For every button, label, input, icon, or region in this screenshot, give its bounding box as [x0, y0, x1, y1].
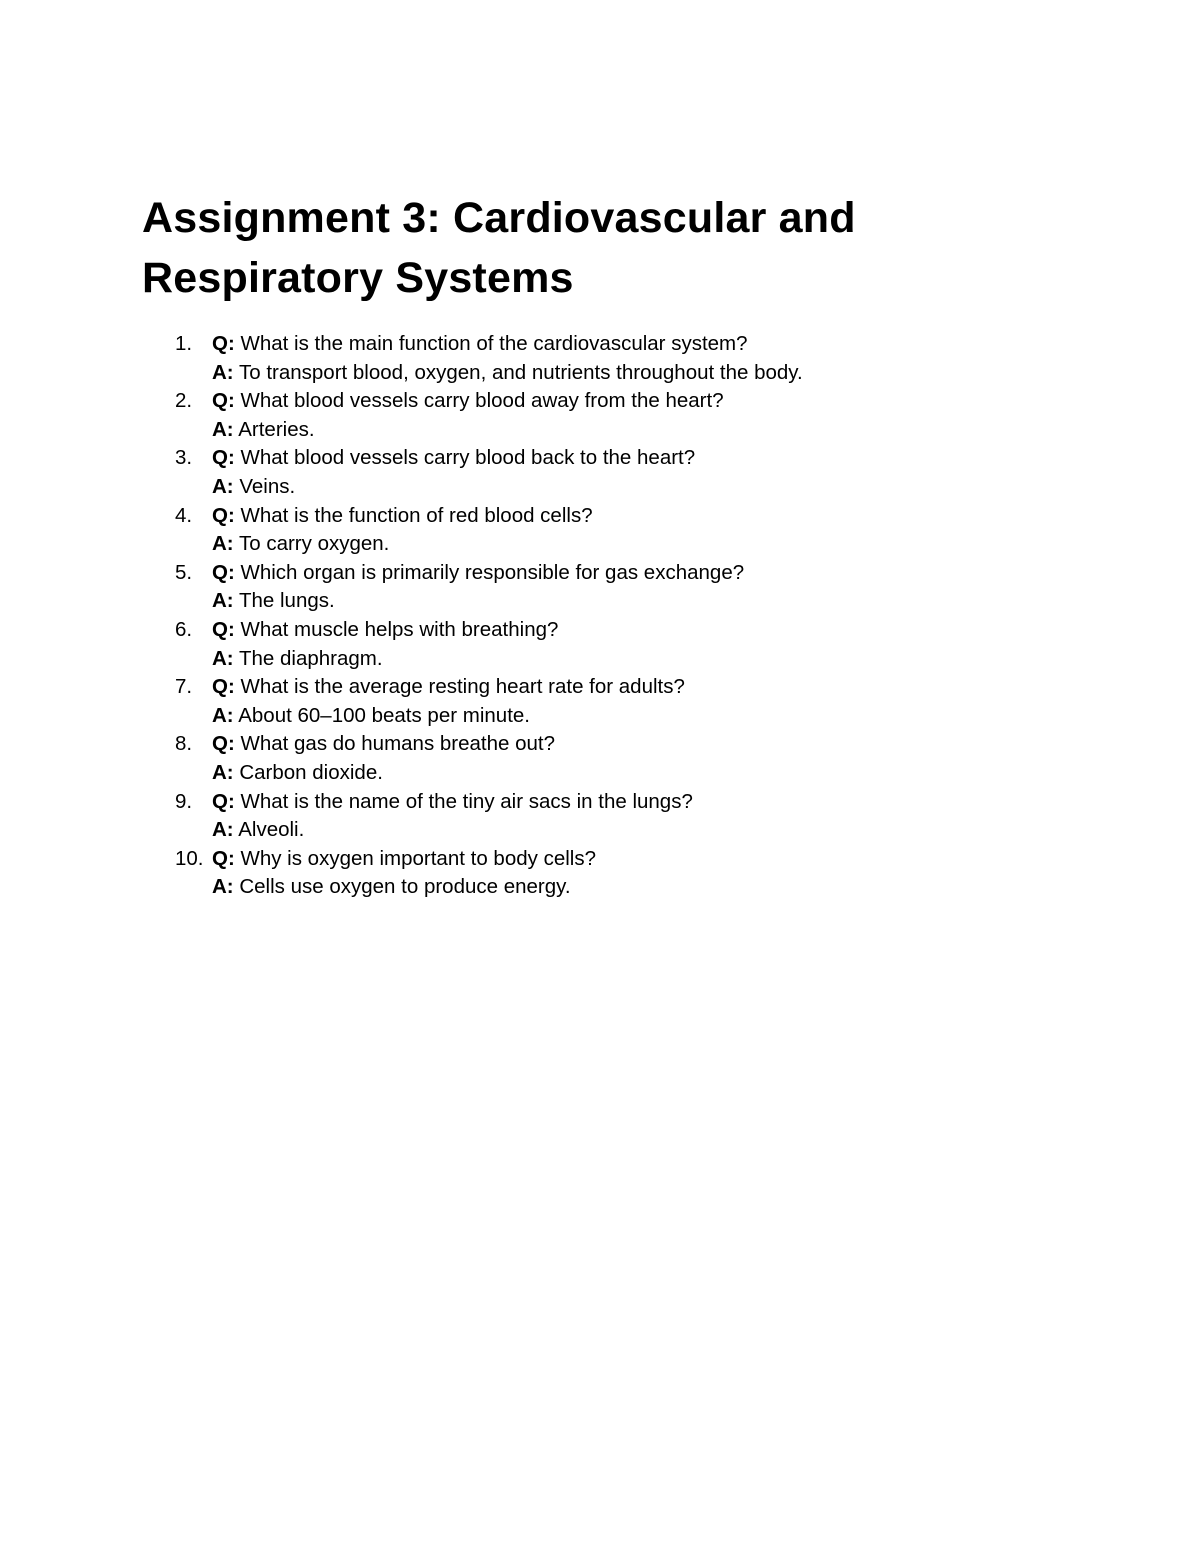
list-item	[142, 845, 1042, 902]
answer-tag: A:	[212, 760, 234, 784]
answer-tag: A:	[212, 646, 234, 670]
list-item	[142, 502, 1042, 559]
answer-text: Carbon dioxide.	[239, 760, 383, 784]
question-text: What is the average resting heart rate for adults?	[240, 675, 685, 699]
item-number: 7.	[175, 675, 193, 699]
question-text: What muscle helps with breathing?	[240, 617, 559, 641]
answer-line	[212, 645, 1042, 674]
item-number: 4.	[175, 503, 193, 527]
list-item	[142, 730, 1042, 787]
answer-text: The lungs.	[238, 589, 335, 613]
list-item	[142, 330, 1042, 387]
item-number: 2.	[175, 389, 193, 413]
list-item	[142, 444, 1042, 501]
answer-text: About 60–100 beats per minute.	[238, 703, 530, 727]
question-line	[212, 730, 1042, 759]
question-tag: Q:	[212, 503, 235, 527]
question-tag: Q:	[212, 446, 235, 470]
answer-text: To carry oxygen.	[238, 532, 390, 556]
question-line	[212, 502, 1042, 531]
qa-list	[142, 330, 1042, 902]
answer-line	[212, 530, 1042, 559]
answer-line	[212, 702, 1042, 731]
answer-tag: A:	[212, 474, 234, 498]
question-line	[212, 330, 1042, 359]
answer-tag: A:	[212, 417, 234, 441]
answer-text: Alveoli.	[238, 818, 305, 842]
item-number: 3.	[175, 446, 193, 470]
answer-tag: A:	[212, 818, 234, 842]
list-item	[142, 616, 1042, 673]
answer-line	[212, 759, 1042, 788]
question-text: What blood vessels carry blood back to the heart?	[240, 446, 696, 470]
answer-tag: A:	[212, 589, 234, 613]
item-number: 10.	[175, 846, 204, 870]
answer-line	[212, 473, 1042, 502]
question-tag: Q:	[212, 846, 235, 870]
item-number: 8.	[175, 732, 193, 756]
list-item	[142, 387, 1042, 444]
answer-tag: A:	[212, 875, 234, 899]
question-tag: Q:	[212, 675, 235, 699]
question-line	[212, 673, 1042, 702]
question-tag: Q:	[212, 732, 235, 756]
question-tag: Q:	[212, 389, 235, 413]
answer-line	[212, 359, 1042, 388]
answer-line	[212, 587, 1042, 616]
list-item	[142, 559, 1042, 616]
question-text: What is the function of red blood cells?	[240, 503, 593, 527]
question-tag: Q:	[212, 617, 235, 641]
answer-tag: A:	[212, 360, 234, 384]
answer-tag: A:	[212, 703, 234, 727]
answer-line	[212, 873, 1042, 902]
question-line	[212, 616, 1042, 645]
list-item	[142, 788, 1042, 845]
list-item	[142, 673, 1042, 730]
question-text: What blood vessels carry blood away from the heart?	[240, 389, 724, 413]
item-number: 1.	[175, 332, 193, 355]
question-line	[212, 788, 1042, 817]
question-tag: Q:	[212, 332, 235, 355]
question-line	[212, 387, 1042, 416]
answer-line	[212, 416, 1042, 445]
item-number: 5.	[175, 560, 193, 584]
answer-text: Veins.	[239, 474, 296, 498]
question-line	[212, 559, 1042, 588]
question-tag: Q:	[212, 560, 235, 584]
answer-text: To transport blood, oxygen, and nutrients throughout the body.	[238, 360, 803, 384]
item-number: 9.	[175, 789, 193, 813]
question-tag: Q:	[212, 789, 235, 813]
question-line	[212, 444, 1042, 473]
question-text: What gas do humans breathe out?	[240, 732, 556, 756]
question-text: What is the name of the tiny air sacs in the lungs?	[240, 789, 693, 813]
question-text: Why is oxygen important to body cells?	[240, 846, 596, 870]
answer-text: Cells use oxygen to produce energy.	[239, 875, 571, 899]
answer-line	[212, 816, 1042, 845]
answer-tag: A:	[212, 532, 234, 556]
item-number: 6.	[175, 617, 193, 641]
answer-text: Arteries.	[238, 417, 315, 441]
question-line	[212, 845, 1042, 874]
question-text: What is the main function of the cardiovascular system?	[240, 332, 748, 355]
page-title: Assignment 3: Cardiovascular and Respiratory Systems	[142, 194, 856, 302]
question-text: Which organ is primarily responsible for gas exchange?	[240, 560, 745, 584]
answer-text: The diaphragm.	[238, 646, 383, 670]
